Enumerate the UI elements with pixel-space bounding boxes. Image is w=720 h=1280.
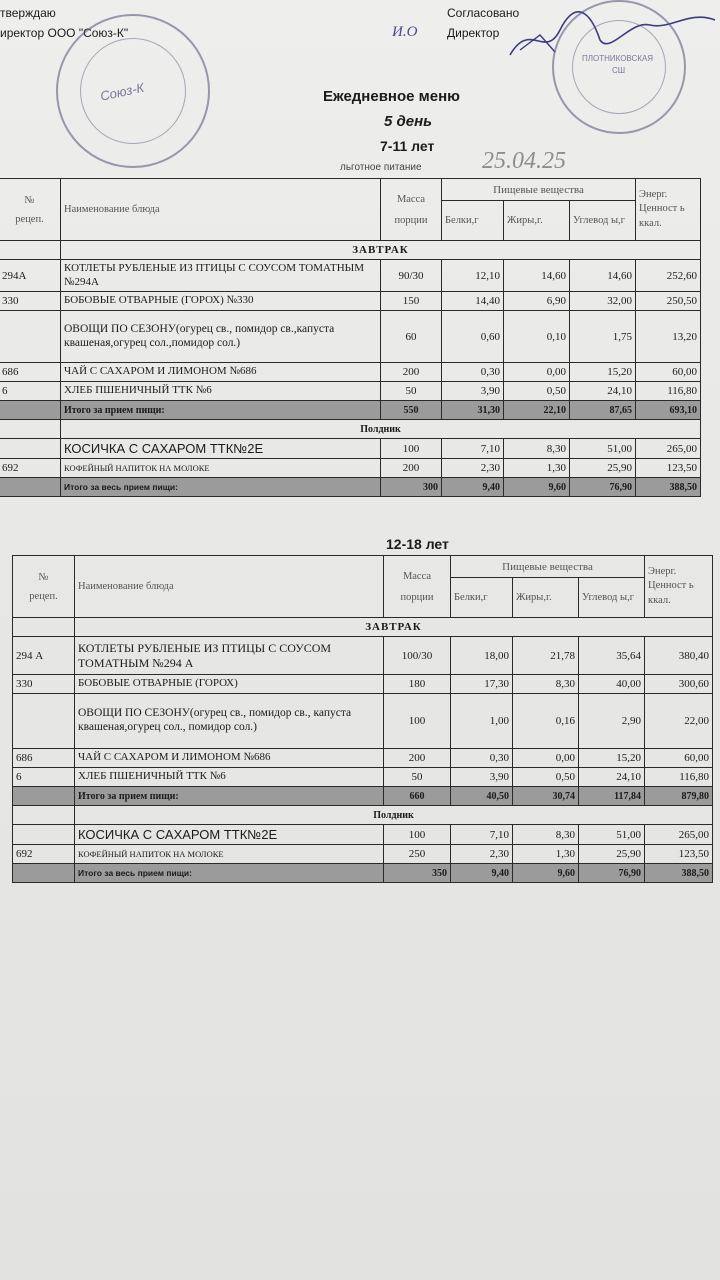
agreed-role: Директор <box>447 26 500 40</box>
table-row: 330 БОБОВЫЕ ОТВАРНЫЕ (ГОРОХ) 180 17,30 8,30 40,00 300,60 <box>13 675 713 694</box>
header-no: № рецеп. <box>0 179 61 241</box>
header-carbs: Углевод ы,г <box>570 201 636 241</box>
section-breakfast: ЗАВТРАК <box>0 241 701 260</box>
header-name-2: Наименование блюда <box>75 556 384 618</box>
grand-total-row: Итого за весь прием пищи: 300 9,40 9,60 76,90 388,50 <box>0 478 701 497</box>
table-row: 692 КОФЕЙНЫЙ НАПИТОК НА МОЛОКЕ 250 2,30 1,30 25,90 123,50 <box>13 845 713 864</box>
table-row: 692 КОФЕЙНЫЙ НАПИТОК НА МОЛОКЕ 200 2,30 1,30 25,90 123,50 <box>0 459 701 478</box>
header-name: Наименование блюда <box>61 179 381 241</box>
table-row: 330 БОБОВЫЕ ОТВАРНЫЕ (ГОРОХ) №330 150 14,40 6,90 32,00 250,50 <box>0 292 701 311</box>
agreed-note: И.О <box>392 24 418 40</box>
header-mass-2: Масса порции <box>384 556 451 618</box>
day-label: 5 день <box>384 113 433 130</box>
school-seal <box>552 0 686 134</box>
subtitle: льготное питание <box>340 162 422 173</box>
menu-table-12-18 <box>12 555 713 883</box>
table-row: 6 ХЛЕБ ПШЕНИЧНЫЙ ТТК №6 50 3,90 0,50 24,10 116,80 <box>0 382 701 401</box>
seal-school-text: ПЛОТНИКОВСКАЯ <box>582 54 654 63</box>
header-carbs-2: Углевод ы,г <box>579 578 645 618</box>
handwritten-date: 25.04.25 <box>482 148 566 174</box>
table-row: 6 ХЛЕБ ПШЕНИЧНЫЙ ТТК №6 50 3,90 0,50 24,10 116,80 <box>13 768 713 787</box>
header-energy-2: Энерг. Ценност ь ккал. <box>645 556 713 618</box>
seal-company-text: Союз-К <box>98 79 146 104</box>
table-row: 686 ЧАЙ С САХАРОМ И ЛИМОНОМ №686 200 0,30 0,00 15,20 60,00 <box>13 749 713 768</box>
section-snack: Полдник <box>0 420 701 439</box>
agreed-label: Согласовано <box>447 6 520 20</box>
header-energy: Энерг. Ценност ь ккал. <box>636 179 701 241</box>
table-row: 294А КОТЛЕТЫ РУБЛЕНЫЕ ИЗ ПТИЦЫ С СОУСОМ ТОМАТНЫМ №294А 90/30 12,10 14,60 14,60 252,60 <box>0 260 701 292</box>
header-no-2: № рецеп. <box>13 556 75 618</box>
total-row: Итого за прием пищи: 550 31,30 22,10 87,65 693,10 <box>0 401 701 420</box>
table-row: 686 ЧАЙ С САХАРОМ И ЛИМОНОМ №686 200 0,30 0,00 15,20 60,00 <box>0 363 701 382</box>
header-nutrients-2: Пищевые вещества <box>451 556 645 578</box>
page-title: Ежедневное меню <box>323 88 460 105</box>
approve-label: тверждаю <box>0 6 56 20</box>
header-nutrients: Пищевые вещества <box>442 179 636 201</box>
approve-role: иректор ООО "Союз-К" <box>0 26 129 40</box>
header-mass: Масса порции <box>381 179 442 241</box>
seal-school-sub: СШ <box>612 66 626 75</box>
menu-table-7-11 <box>0 178 701 497</box>
grand-total-row: Итого за весь прием пищи: 350 9,40 9,60 76,90 388,50 <box>13 864 713 883</box>
table-row: КОСИЧКА С САХАРОМ ТТК№2Е 100 7,10 8,30 51,00 265,00 <box>0 439 701 459</box>
total-row: Итого за прием пищи: 660 40,50 30,74 117,84 879,80 <box>13 787 713 806</box>
table-row: КОСИЧКА С САХАРОМ ТТК№2Е 100 7,10 8,30 51,00 265,00 <box>13 825 713 845</box>
header-fat-2: Жиры,г. <box>513 578 579 618</box>
table-row: ОВОЩИ ПО СЕЗОНУ(огурец св., помидор св., капуста квашеная,огурец сол., помидор сол.) 100 1,00 0,16 2,90 22,00 <box>13 694 713 749</box>
section-breakfast-2: ЗАВТРАК <box>13 618 713 637</box>
table-row: ОВОЩИ ПО СЕЗОНУ(огурец св., помидор св.,капуста квашеная,огурец сол.,помидор сол.) 60 0,60 0,10 1,75 13,20 <box>0 311 701 363</box>
section-snack-2: Полдник <box>13 806 713 825</box>
header-protein: Белки,г <box>442 201 504 241</box>
table-row: 294 А КОТЛЕТЫ РУБЛЕНЫЕ ИЗ ПТИЦЫ С СОУСОМ ТОМАТНЫМ №294 А 100/30 18,00 21,78 35,64 380,40 <box>13 637 713 675</box>
header-protein-2: Белки,г <box>451 578 513 618</box>
age-group-1: 7-11 лет <box>380 138 435 154</box>
header-fat: Жиры,г. <box>504 201 570 241</box>
age-group-2: 12-18 лет <box>386 536 449 552</box>
